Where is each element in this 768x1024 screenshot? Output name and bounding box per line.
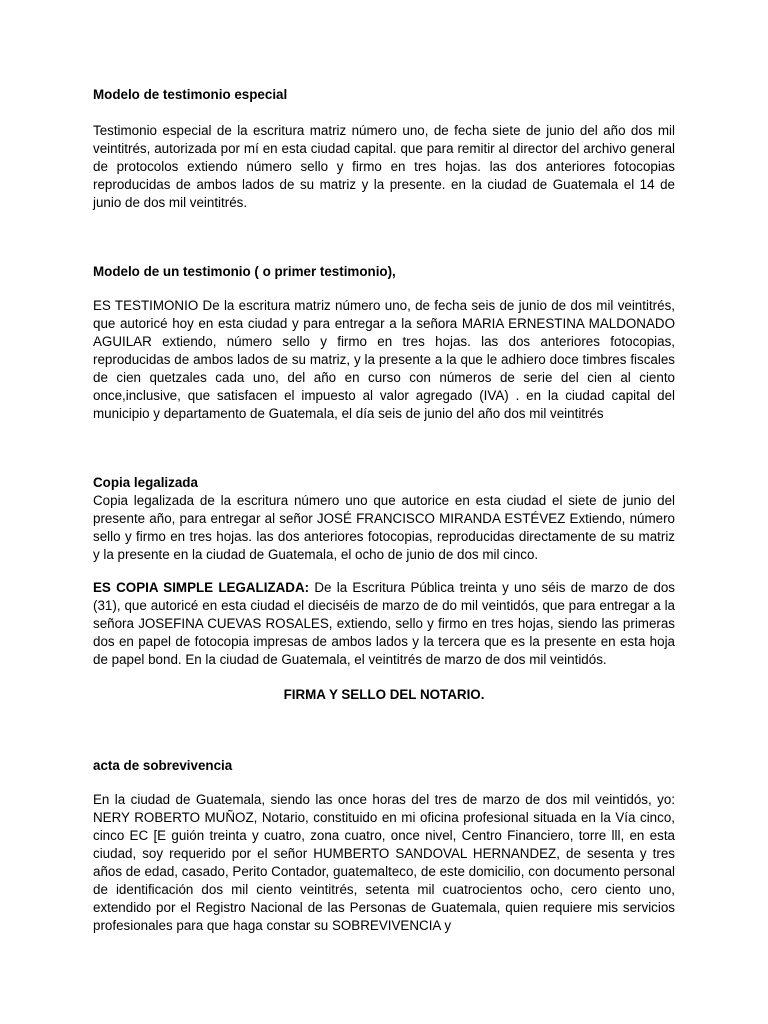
section-title-testimonio-especial: Modelo de testimonio especial [93,87,288,102]
paragraph-acta-sobrevivencia: En la ciudad de Guatemala, siendo las once horas del tres de marzo de dos mil veintidós, yo: NERY ROBERTO MUÑOZ, Notario, constituido en mi oficina profesional situada en la Vía cinco, cinco EC [E guión treinta y cuatro, zona cuatro, once nivel, Centro Financiero, torre lll, en esta ciudad, soy requerido por el señor HUMBERTO SANDOVAL HERNANDEZ, de sesenta y tres años de edad, casado, Perito Contador, guatemalteco, de este domicilio, con documento personal de identificación dos mil ciento veintitrés, setenta mil cuatrocientos ocho, cero ciento uno, extendido por el Registro Nacional de las Personas de Guatemala, quien requiere mis servicios profesionales para que haga constar su SOBREVIVENCIA y [93,792,675,933]
paragraph-primer-testimonio: ES TESTIMONIO De la escritura matriz número uno, de fecha seis de junio de dos mil veintitrés, que autoricé hoy en esta ciudad y para entregar a la señora MARIA ERNESTINA MALDONADO AGUILAR extiendo, número sello y firmo en tres hojas. las dos anteriores fotocopias, reproducidas de ambos lados de su matriz, y la presente a la que le adhiero doce timbres fiscales de cien quetzales cada uno, del año en curso con números de serie del cien al ciento once,inclusive, que satisfacen el impuesto al valor agregado (IVA) . en la ciudad capital del municipio y departamento de Guatemala, el día seis de junio del año dos mil veintitrés [93,298,675,421]
copia-simple-body: De la Escritura Pública treinta y uno séis de marzo de dos (31), que autoricé en esta ciudad el dieciséis de marzo de do mil veintidós, que para entregar a la señora JOSEFINA CUEVAS ROSALES, extiendo, sello y firmo en tres hojas, siendo las primeras dos en papel de fotocopia impresas de ambos lados y la tercera que es la presente en esta hoja de papel bond. En la ciudad de Guatemala, el veintitrés de marzo de dos mil veintidós. [93,580,675,667]
section-title-acta-sobrevivencia: acta de sobrevivencia [93,758,233,773]
paragraph-copia-simple [93,579,675,669]
section-title-primer-testimonio: Modelo de un testimonio ( o primer testimonio), [93,264,396,279]
paragraph-copia-legalizada: Copia legalizada de la escritura número uno que autorice en esta ciudad el siete de junio del presente año, para entregar al señor JOSÉ FRANCISCO MIRANDA ESTÉVEZ Extiendo, número sello y firmo en tres hojas. las dos anteriores fotocopias, reproducidas directamente de su matriz y la presente en la ciudad de Guatemala, el ocho de junio de dos mil cinco. [93,493,675,562]
notary-signature-line: FIRMA Y SELLO DEL NOTARIO. [283,687,485,702]
copia-simple-lead: ES COPIA SIMPLE LEGALIZADA: [93,580,310,595]
section-title-copia-legalizada: Copia legalizada [93,475,198,490]
paragraph-testimonio-especial: Testimonio especial de la escritura matriz número uno, de fecha siete de junio del año dos mil veintitrés, autorizada por mí en esta ciudad capital. que para remitir al director del archivo general de protocolos extiendo número sello y firmo en tres hojas. las dos anteriores fotocopias reproducidas de ambos lados de su matriz y la presente. en la ciudad de Guatemala el 14 de junio de dos mil veintitrés. [93,123,675,210]
